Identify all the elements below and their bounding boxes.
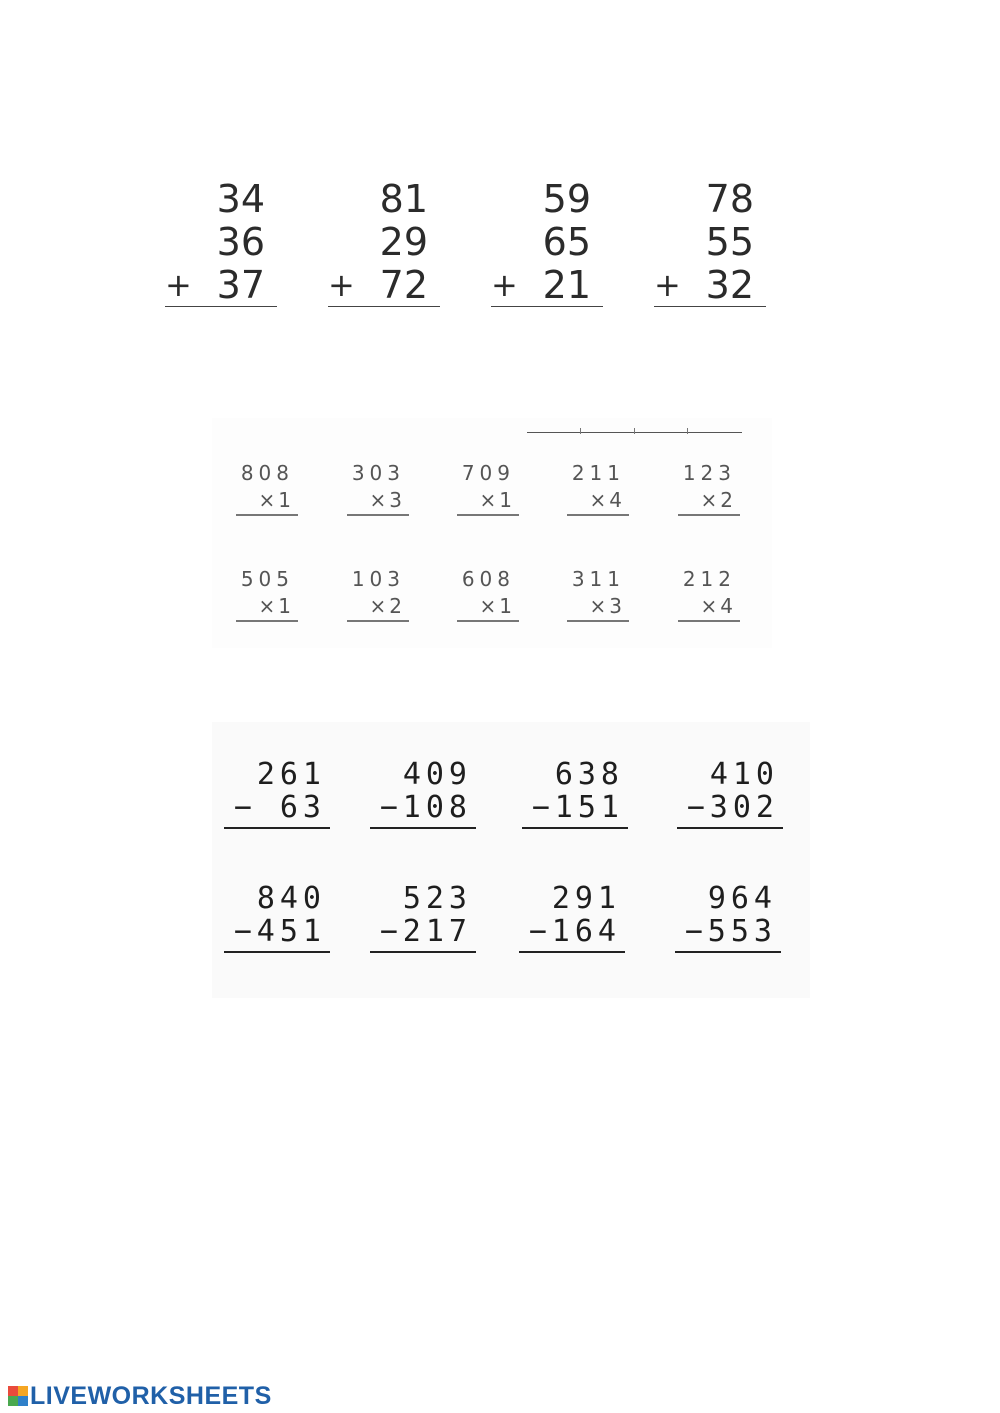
answer-line[interactable] [370,827,476,829]
multiplicand: 608 [461,567,515,591]
multiplier: ×2 [700,488,736,512]
answer-line[interactable] [236,514,298,516]
minuend: 410 [709,757,779,792]
subtraction-problem [519,882,625,948]
addend-3: 72 [379,263,428,307]
subtrahend: − 63 [233,790,326,825]
answer-line[interactable] [678,514,740,516]
answer-line[interactable] [328,306,440,307]
answer-line[interactable] [567,514,629,516]
multiplication-problem [236,461,298,517]
subtraction-problem [675,882,781,948]
multiplier: ×1 [258,488,294,512]
subtraction-problem [224,882,330,948]
addend-1: 59 [542,177,591,221]
plus-sign: + [654,266,681,304]
subtrahend: −217 [379,914,472,949]
answer-line[interactable] [457,620,519,622]
multiplication-problem [678,567,740,623]
multiplicand: 123 [682,461,736,485]
plus-sign: + [491,266,518,304]
multiplier: ×2 [369,594,405,618]
multiplicand: 103 [351,567,405,591]
multiplier: ×1 [479,488,515,512]
answer-line[interactable] [654,306,766,307]
multiplicand: 709 [461,461,515,485]
multiplicand: 505 [240,567,294,591]
answer-line[interactable] [522,827,628,829]
subtraction-problem [522,758,628,824]
liveworksheets-brand[interactable] [8,1381,272,1411]
brand-name: LIVEWORKSHEETS [30,1381,272,1410]
answer-line[interactable] [677,827,783,829]
multiplier: ×4 [589,488,625,512]
answer-line[interactable] [678,620,740,622]
addend-1: 34 [216,177,265,221]
answer-line[interactable] [347,620,409,622]
multiplication-problem [678,461,740,517]
logo-square-icon [18,1386,28,1396]
multiplication-problem [457,567,519,623]
answer-line[interactable] [457,514,519,516]
multiplication-problem [457,461,519,517]
minuend: 409 [402,757,472,792]
logo-square-icon [8,1386,18,1396]
subtraction-problem [224,758,330,824]
subtrahend: −553 [684,914,777,949]
multiplicand: 808 [240,461,294,485]
answer-line[interactable] [675,951,781,953]
plus-sign: + [165,266,192,304]
minuend: 840 [256,881,326,916]
multiplicand: 211 [571,461,625,485]
minuend: 523 [402,881,472,916]
multiplicand: 212 [682,567,736,591]
addend-2: 29 [379,220,428,264]
addend-1: 78 [705,177,754,221]
multiplication-problem [567,567,629,623]
addend-3: 21 [542,263,591,307]
addend-2: 55 [705,220,754,264]
subtraction-problem [370,758,476,824]
minuend: 964 [707,881,777,916]
subtrahend: −151 [531,790,624,825]
addend-2: 36 [216,220,265,264]
answer-line[interactable] [370,951,476,953]
answer-line[interactable] [236,620,298,622]
subtrahend: −164 [528,914,621,949]
rule-tick [687,428,688,434]
addition-problem [165,178,277,308]
addend-1: 81 [379,177,428,221]
multiplicand: 311 [571,567,625,591]
multiplicand: 303 [351,461,405,485]
multiplication-problem [567,461,629,517]
multiplier: ×3 [369,488,405,512]
minuend: 291 [551,881,621,916]
multiplier: ×1 [258,594,294,618]
subtrahend: −451 [233,914,326,949]
addend-2: 65 [542,220,591,264]
addition-problem [328,178,440,308]
multiplier: ×4 [700,594,736,618]
plus-sign: + [328,266,355,304]
subtrahend: −108 [379,790,472,825]
multiplication-problem [347,567,409,623]
multiplier: ×3 [589,594,625,618]
minuend: 261 [256,757,326,792]
answer-line[interactable] [567,620,629,622]
answer-line[interactable] [491,306,603,307]
logo-square-icon [8,1396,18,1406]
multiplier: ×1 [479,594,515,618]
answer-line[interactable] [224,951,330,953]
answer-line[interactable] [519,951,625,953]
addend-3: 37 [216,263,265,307]
addition-problem [491,178,603,308]
minuend: 638 [554,757,624,792]
addition-problem [654,178,766,308]
answer-line[interactable] [165,306,277,307]
subtrahend: −302 [686,790,779,825]
subtraction-problem [677,758,783,824]
multiplication-problem [236,567,298,623]
rule-tick [634,428,635,434]
rule-tick [580,428,581,434]
multiplication-problem [347,461,409,517]
subtraction-problem [370,882,476,948]
logo-square-icon [18,1396,28,1406]
answer-line[interactable] [347,514,409,516]
liveworksheets-logo-icon [8,1386,28,1406]
answer-line[interactable] [224,827,330,829]
addend-3: 32 [705,263,754,307]
